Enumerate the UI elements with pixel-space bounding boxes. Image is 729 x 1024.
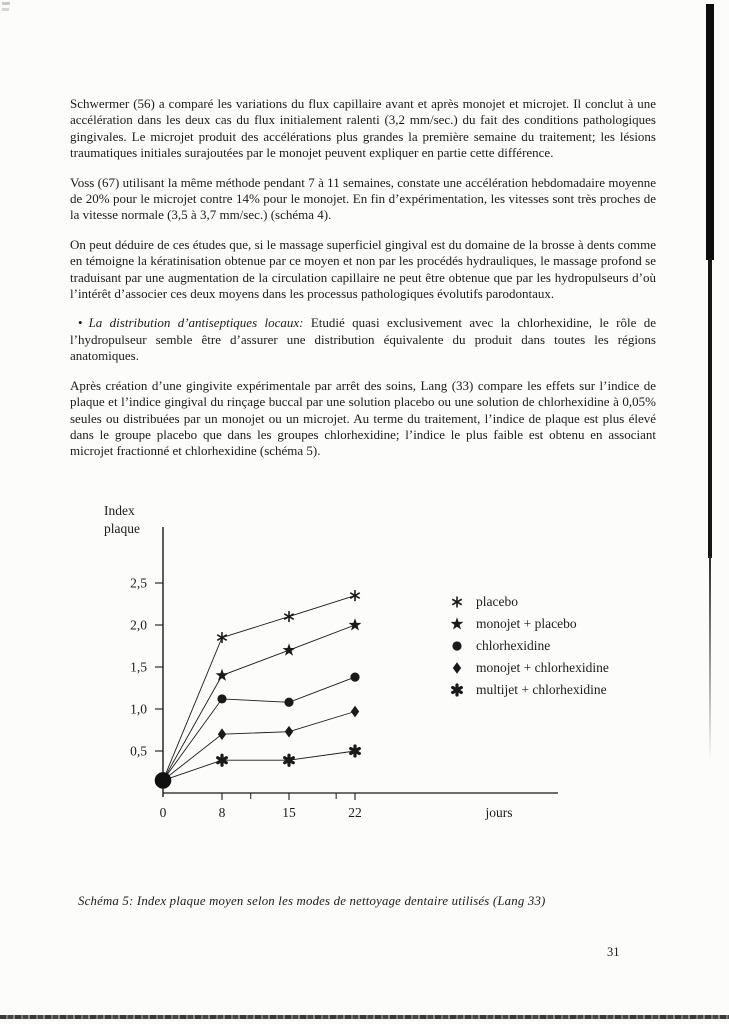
svg-text:0: 0 — [159, 805, 167, 820]
x-axis-ticks — [160, 793, 362, 820]
svg-text:8: 8 — [218, 805, 226, 820]
diamond-marker-icon — [447, 658, 467, 678]
legend-item — [447, 636, 609, 656]
heavy-asterisk-marker-icon — [447, 680, 467, 700]
series-placebo — [163, 590, 360, 780]
scan-speck-artifact — [2, 8, 9, 11]
svg-text:15: 15 — [282, 805, 296, 820]
scan-edge-bar-artifact — [706, 4, 714, 260]
bullet-rest: Etudié quasi exclusivement avec la chlorhexidine, le rôle de l’hydropulseur semble être d’assurer une distribution équivalente du produit dans toutes les régions anatomiques. — [70, 315, 656, 364]
star-marker-icon — [447, 614, 467, 634]
paragraph-voss: Voss (67) utilisant la même méthode pendant 7 à 11 semaines, constate une accélération hebdomadaire moyenne de 20% pour le microjet contre 14% pour le monojet. En fin d’expérimentation, les vitesses sont très proches de la vitesse normale (3,5 à 3,7 mm/sec.) (schéma 4). — [70, 174, 656, 223]
svg-text:1,5: 1,5 — [130, 659, 147, 675]
bullet-lead-italic: La distribution d’antiseptiques locaux: — [88, 315, 304, 331]
legend-label: placebo — [476, 594, 518, 609]
legend-label: monojet + placebo — [476, 616, 577, 631]
series-chlorhexidine — [163, 672, 360, 780]
bullet-icon: • — [78, 315, 83, 331]
y-axis-ticks — [130, 576, 163, 759]
scan-edge-bar-artifact — [708, 258, 712, 558]
legend-item — [447, 658, 609, 678]
circle-marker-icon — [447, 636, 467, 656]
scan-speck-artifact — [2, 2, 10, 5]
legend-item — [447, 614, 609, 634]
legend-label: multijet + chlorhexidine — [476, 682, 607, 697]
paragraph-conclusion: On peut déduire de ces études que, si le massage superficiel gingival est du domaine de la brosse à dents comme en témoigne la kératinisation obtenue par ce moyen et non par les procédés hydrauliques, le massage profond se traduisant par une augmentation de la circulation capillaire ne peut être obtenue que par les hydropulseurs d’où l’intérêt d’associer ces deux moyens dans les processus pathologiques évolutifs parodontaux. — [70, 236, 656, 302]
series-multijet-chlorhexidine — [163, 746, 359, 780]
line-chart — [0, 498, 729, 838]
svg-text:2,0: 2,0 — [130, 617, 147, 633]
body-text — [70, 96, 656, 473]
chart-legend — [447, 592, 609, 700]
legend-item — [447, 592, 609, 612]
svg-text:0,5: 0,5 — [130, 743, 147, 759]
svg-text:2,5: 2,5 — [130, 575, 147, 591]
svg-text:22: 22 — [348, 805, 362, 820]
bullet-paragraph-antiseptiques — [70, 315, 656, 364]
legend-label: monojet + chlorhexidine — [476, 660, 609, 675]
paragraph-lang: Après création d’une gingivite expérimentale par arrêt des soins, Lang (33) compare les effets sur l’indice de plaque et l’indice gingival du rinçage buccal par une solution placebo ou une solution de chlorhexidine à 0,05% seules ou distribuées par un monojet ou un microjet. Au terme du traitement, l’indice de plaque est plus élevé dans le groupe placebo que dans les groupes chlorhexidine; l’indice le plus faible est obtenu en associant microjet fractionné et chlorhexidine (schéma 5). — [70, 377, 656, 459]
asterisk-marker-icon — [447, 592, 467, 612]
x-axis-title: jours — [485, 805, 513, 820]
legend-label: chlorhexidine — [476, 638, 551, 653]
paragraph-schwermer: Schwermer (56) a comparé les variations du flux capillaire avant et après monojet et microjet. Il conclut à une accélération dans les deux cas du flux initialement ralenti (3,2 mm/sec.) du fait des conditions pathologiques gingivales. Le microjet produit des accélérations plus grandes la première semaine du traitement; les lésions traumatiques initiales surajoutées par le monojet peuvent expliquer en partie cette différence. — [70, 96, 656, 161]
scan-edge-bar-artifact — [709, 556, 711, 762]
chart-y-axis-title: Index plaque — [104, 503, 140, 536]
series-monojet-placebo — [163, 618, 361, 780]
legend-item — [447, 680, 609, 700]
scan-bottom-bar-artifact — [0, 1015, 729, 1019]
series-monojet-chlorhexidine — [163, 706, 359, 781]
svg-text:1,0: 1,0 — [130, 701, 147, 717]
figure-caption: Schéma 5: Index plaque moyen selon les modes de nettoyage dentaire utilisés (Lang 33) — [78, 894, 546, 908]
page-number: 31 — [607, 945, 620, 959]
origin-dot — [155, 772, 172, 789]
